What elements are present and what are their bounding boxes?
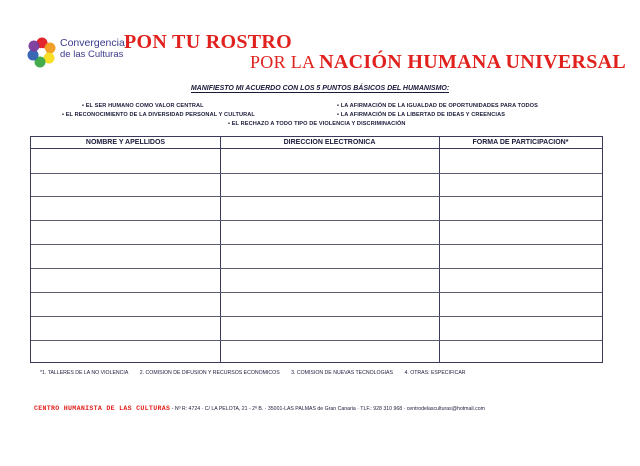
column-header-email: DIRECCION ELECTRONICA <box>283 139 376 146</box>
organization-details: - Nº R: 4724 · C/ LA PELOTA, 21 - 2º B. · 35001-LAS PALMAS de Gran Canaria · TLF.: 928 310 968 · centrodelasculturas@hotmail.com <box>170 406 485 412</box>
row-divider <box>31 316 602 317</box>
row-divider <box>31 196 602 197</box>
row-divider <box>31 340 602 341</box>
logo <box>26 36 136 76</box>
row-divider <box>31 244 602 245</box>
logo-text <box>60 38 125 60</box>
organization-name: CENTRO HUMANISTA DE LAS CULTURAS <box>34 405 171 412</box>
row-divider <box>31 220 602 221</box>
footnote-item-4: 4. OTRAS: ESPECIFICAR <box>404 370 466 376</box>
logo-flower-icon <box>26 36 58 68</box>
title-line2 <box>250 51 626 74</box>
manifesto-point-2: • EL RECONOCIMIENTO DE LA DIVERSIDAD PERSONAL Y CULTURAL <box>62 112 255 118</box>
manifesto-point-3: • LA AFIRMACIÓN DE LA IGUALDAD DE OPORTUNIDADES PARA TODOS <box>337 103 538 109</box>
footnote-item-2: 2. COMISION DE DIFUSION Y RECURSOS ECONOMICOS <box>139 370 280 376</box>
logo-line1: Convergencia <box>60 37 125 49</box>
row-divider <box>31 268 602 269</box>
column-header-name: NOMBRE Y APELLIDOS <box>85 139 166 146</box>
column-divider <box>439 137 440 362</box>
manifesto-point-5: • EL RECHAZO A TODO TIPO DE VIOLENCIA Y DISCRIMINACIÓN <box>228 121 406 127</box>
column-header-participation: FORMA DE PARTICIPACION* <box>472 139 569 146</box>
organization-footer <box>34 405 614 412</box>
column-divider <box>220 137 221 362</box>
participation-footnote <box>40 370 600 376</box>
manifesto-heading: MANIFIESTO MI ACUERDO CON LOS 5 PUNTOS BÁSICOS DEL HUMANISMO: <box>190 85 450 92</box>
title-line2-main: NACIÓN HUMANA UNIVERSAL <box>319 51 627 73</box>
logo-line2: de las Culturas <box>60 49 124 60</box>
footnote-item-3: 3. COMISION DE NUEVAS TECNOLOGIAS <box>291 370 393 376</box>
row-divider <box>31 292 602 293</box>
manifesto-point-1: • EL SER HUMANO COMO VALOR CENTRAL <box>82 103 204 109</box>
row-divider <box>31 173 602 174</box>
signature-table <box>30 136 603 363</box>
manifesto-point-4: • LA AFIRMACIÓN DE LA LIBERTAD DE IDEAS Y CREENCIAS <box>337 112 506 118</box>
footnote-item-1: *1. TALLERES DE LA NO VIOLENCIA <box>40 370 129 376</box>
header-divider <box>31 148 602 149</box>
title-line2-prefix: POR LA <box>250 52 320 72</box>
title-line1: PON TU ROSTRO <box>124 31 293 53</box>
